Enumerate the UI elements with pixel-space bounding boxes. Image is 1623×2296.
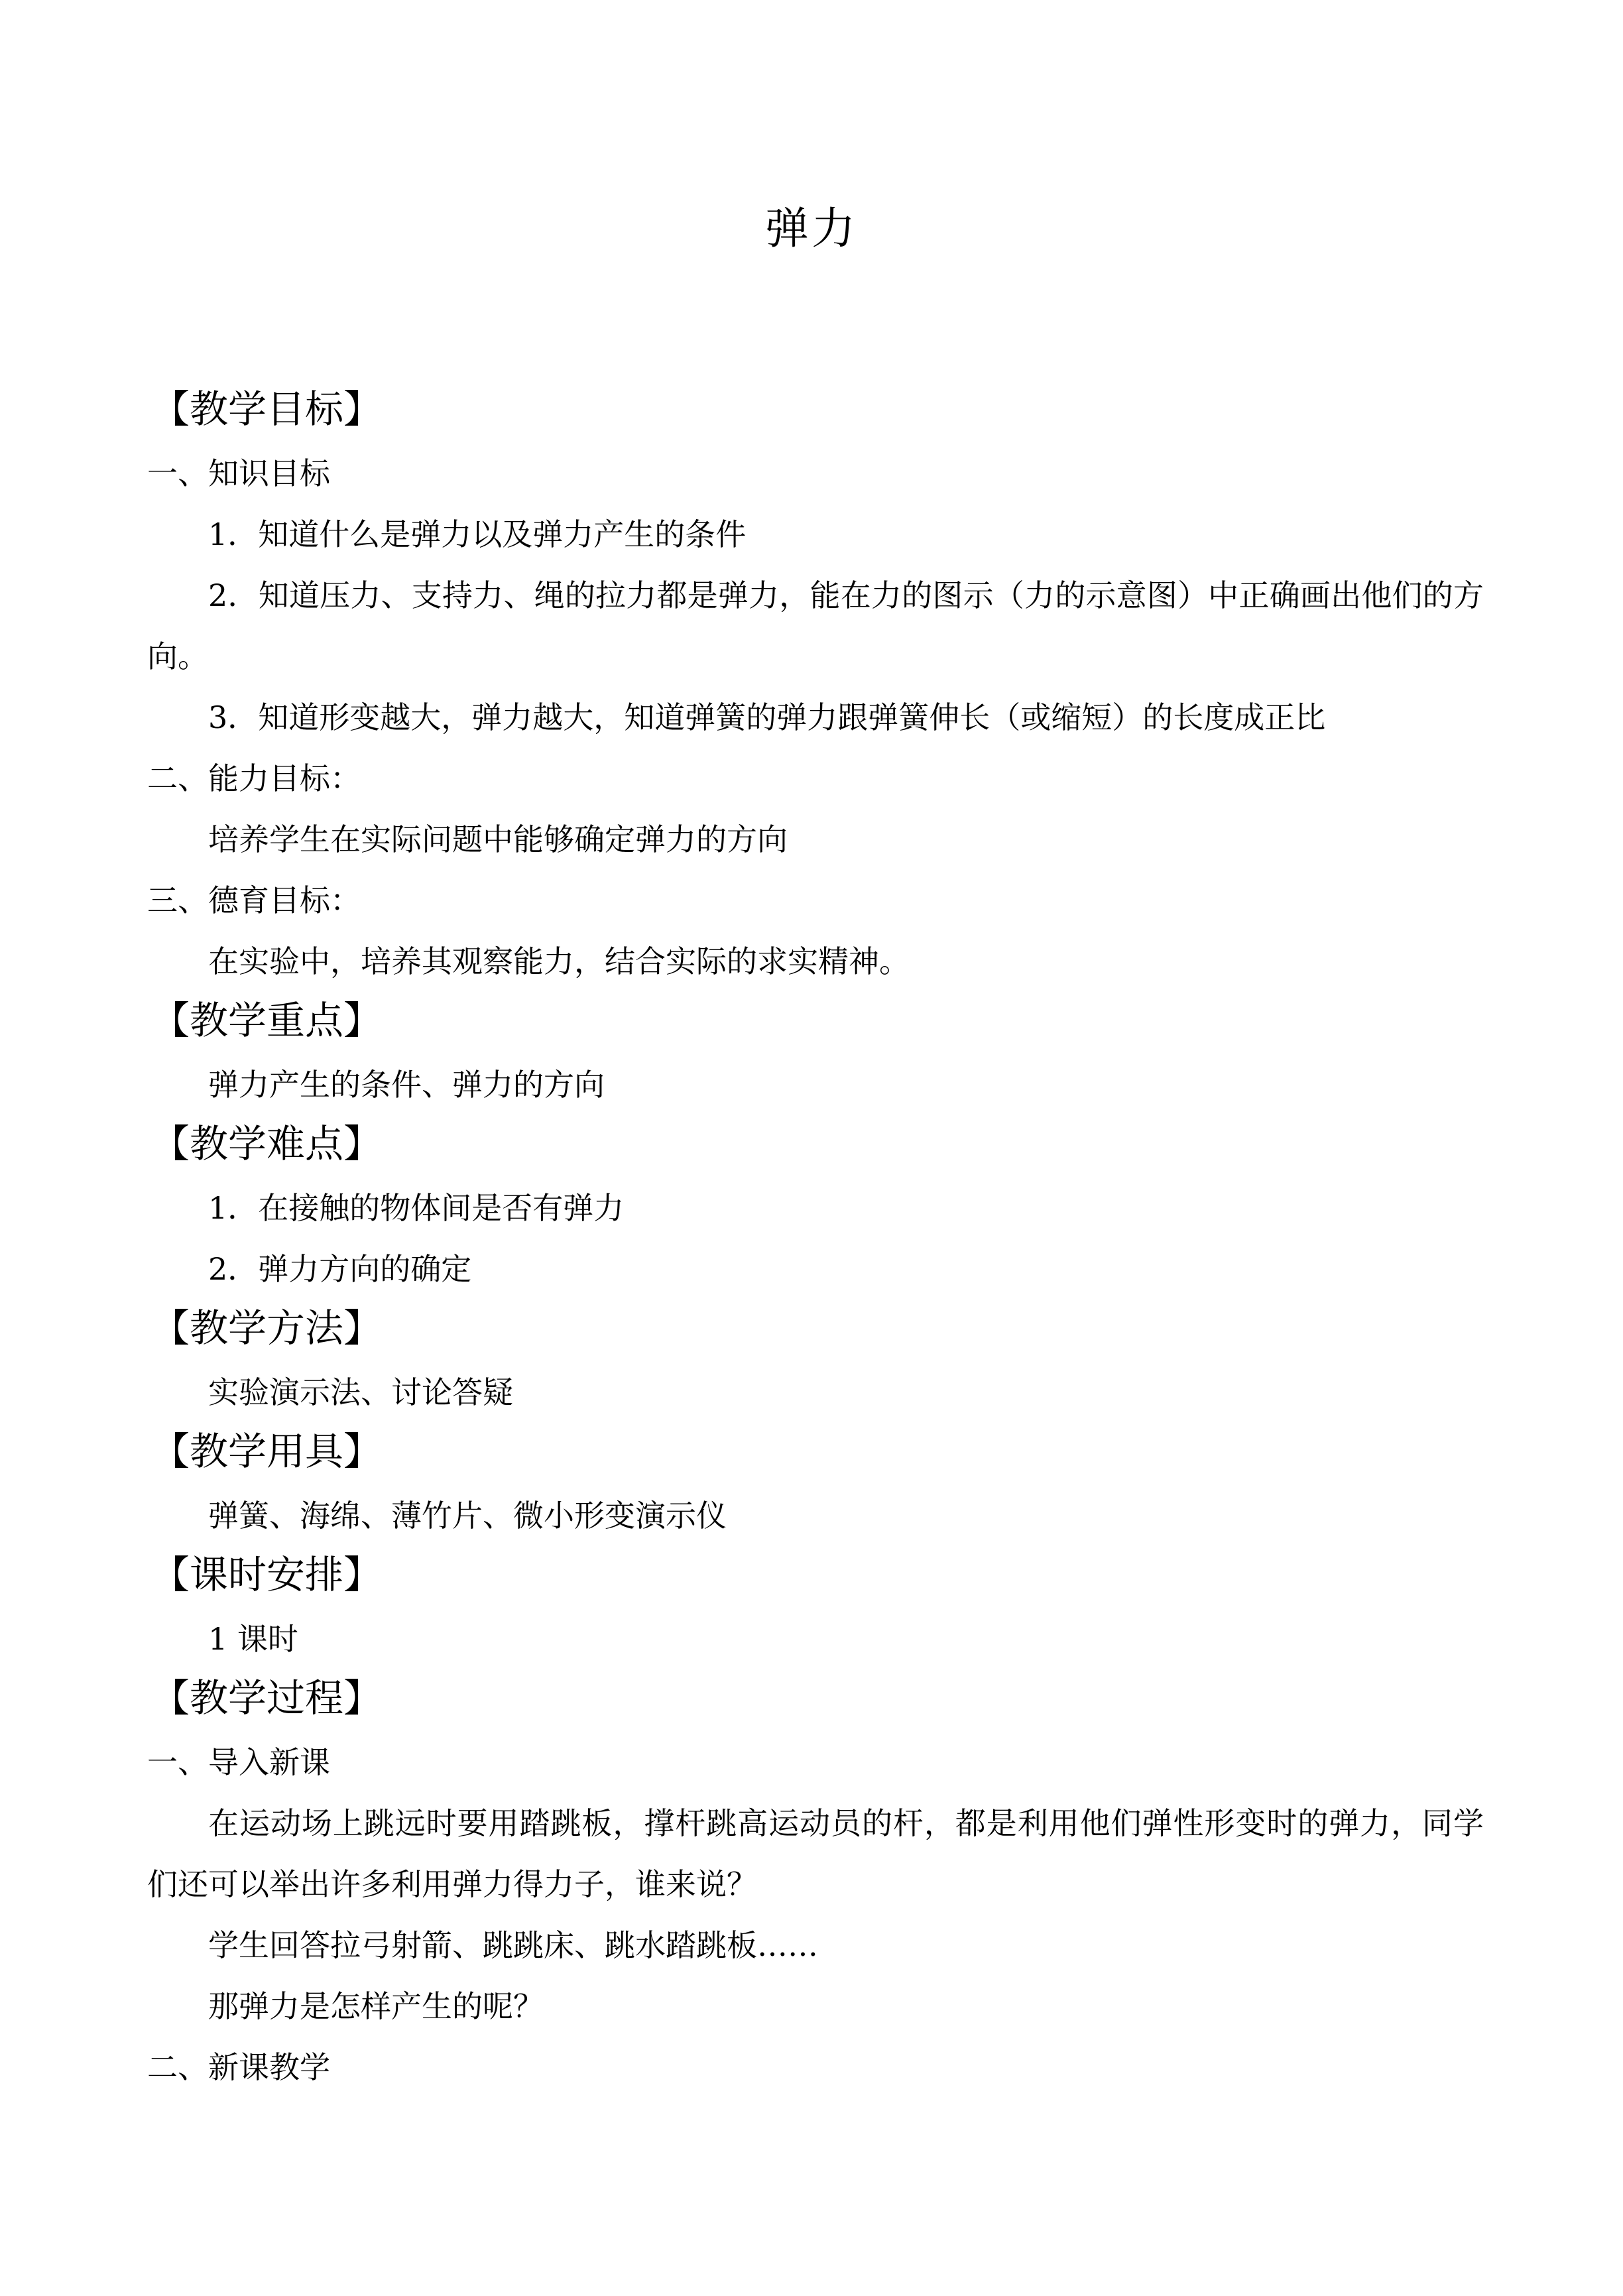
schedule-text: 1 课时 [208, 1621, 298, 1657]
knowledge-item-3: 3．知道形变越大，弹力越大，知道弹簧的弹力跟弹簧伸长（或缩短）的长度成正比 [208, 699, 1326, 735]
intro-paragraph-1: 在运动场上跳远时要用踏跳板，撑杆跳高运动员的杆，都是利用他们弹性形变时的弹力，同学们还可以举出许多利用弹力得力子，谁来说？ [147, 1805, 1484, 1902]
heading-difficulties: 【教学难点】 [151, 1121, 383, 1166]
document-body [147, 381, 1486, 2098]
ability-objectives-label: 二、能力目标： [147, 760, 361, 796]
difficulty-item-1: 1．在接触的物体间是否有弹力 [208, 1190, 625, 1226]
intro-paragraph-2: 学生回答拉弓射箭、跳跳床、跳水踏跳板…… [208, 1927, 818, 1963]
difficulty-item-2: 2．弹力方向的确定 [208, 1251, 472, 1287]
knowledge-item-2: 2．知道压力、支持力、绳的拉力都是弹力，能在力的图示（力的示意图）中正确画出他们的方向。 [147, 577, 1484, 674]
heading-methods: 【教学方法】 [151, 1305, 383, 1351]
knowledge-objectives-label: 一、知识目标 [147, 455, 330, 491]
heading-objectives: 【教学目标】 [151, 387, 383, 432]
page-title: 弹力 [765, 203, 858, 254]
tools-text: 弹簧、海绵、薄竹片、微小形变演示仪 [208, 1498, 727, 1534]
new-lesson-label: 二、新课教学 [147, 2049, 330, 2085]
key-points-text: 弹力产生的条件、弹力的方向 [208, 1067, 605, 1103]
methods-text: 实验演示法、讨论答疑 [208, 1374, 513, 1410]
heading-process: 【教学过程】 [151, 1675, 383, 1721]
ability-objectives-text: 培养学生在实际问题中能够确定弹力的方向 [208, 821, 788, 857]
intro-paragraph-3: 那弹力是怎样产生的呢？ [208, 1988, 544, 2024]
moral-objectives-label: 三、德育目标： [147, 882, 361, 918]
moral-objectives-text: 在实验中，培养其观察能力，结合实际的求实精神。 [208, 943, 910, 979]
intro-label: 一、导入新课 [147, 1744, 330, 1780]
heading-key-points: 【教学重点】 [151, 998, 383, 1043]
heading-schedule: 【课时安排】 [151, 1552, 383, 1597]
heading-tools: 【教学用具】 [151, 1429, 383, 1474]
knowledge-item-1: 1．知道什么是弹力以及弹力产生的条件 [208, 516, 747, 552]
